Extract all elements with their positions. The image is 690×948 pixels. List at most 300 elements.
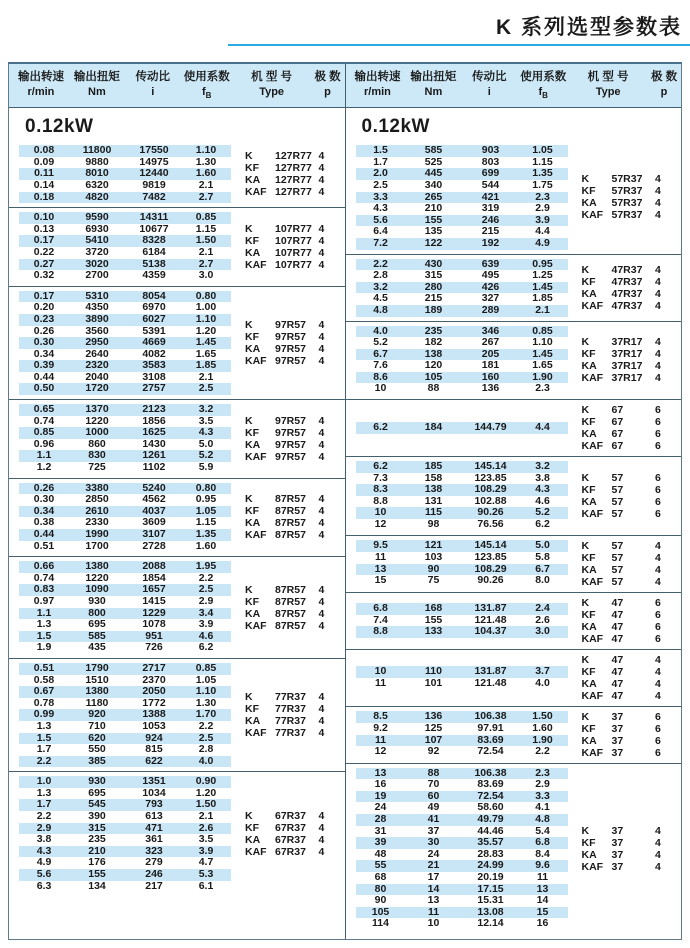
type-code: 67R37 xyxy=(275,810,306,823)
type-prefix: K xyxy=(581,596,590,609)
cell-service-factor: 15 xyxy=(536,905,549,918)
column-header-row xyxy=(346,64,682,108)
table-row xyxy=(19,180,231,192)
cell-output-torque: 445 xyxy=(424,167,443,180)
cell-output-speed: 12 xyxy=(374,745,387,758)
type-code: 97R57 xyxy=(275,438,306,451)
cell-service-factor: 1.35 xyxy=(195,528,217,540)
model-block xyxy=(9,556,345,658)
model-block xyxy=(346,456,682,535)
cell-service-factor: 1.95 xyxy=(195,560,217,573)
cell-output-torque: 435 xyxy=(88,641,106,654)
data-rows xyxy=(356,461,568,531)
type-prefix: K xyxy=(581,824,590,837)
type-poles: 6 xyxy=(655,404,661,417)
cell-output-torque: 110 xyxy=(425,665,442,678)
type-poles: 4 xyxy=(655,348,661,361)
cell-ratio: 145.14 xyxy=(474,539,507,552)
column-header xyxy=(569,70,647,102)
cell-output-torque: 800 xyxy=(88,606,106,619)
model-block xyxy=(346,763,682,934)
cell-output-torque: 189 xyxy=(424,303,443,316)
cell-service-factor: 4.6 xyxy=(535,494,550,507)
cell-output-speed: 0.34 xyxy=(33,347,55,360)
cell-service-factor: 2.8 xyxy=(198,743,214,756)
type-prefix: KAF xyxy=(245,258,267,271)
cell-output-torque: 710 xyxy=(88,719,106,732)
cell-ratio: 136 xyxy=(481,382,500,395)
model-types xyxy=(568,472,682,520)
column-label: 机 型 号 xyxy=(587,71,629,83)
type-prefix: KAF xyxy=(581,372,604,385)
cell-service-factor: 6.7 xyxy=(535,562,550,575)
cell-output-torque: 138 xyxy=(424,347,443,360)
cell-output-torque: 105 xyxy=(424,370,443,383)
cell-service-factor: 1.05 xyxy=(195,673,217,686)
cell-output-speed: 0.74 xyxy=(33,571,55,584)
cell-service-factor: 2.1 xyxy=(535,303,550,316)
type-row xyxy=(582,849,682,861)
cell-output-speed: 0.26 xyxy=(33,481,55,494)
cell-service-factor: 6.2 xyxy=(198,641,214,654)
cell-ratio: 90.26 xyxy=(477,574,504,587)
cell-ratio: 2370 xyxy=(142,673,166,686)
type-prefix: K xyxy=(581,263,590,276)
model-types xyxy=(231,493,345,541)
cell-output-speed: 2.0 xyxy=(373,167,388,180)
cell-ratio: 327 xyxy=(481,292,500,305)
cell-ratio: 1078 xyxy=(142,618,166,631)
table-row xyxy=(19,541,231,553)
table-row xyxy=(19,404,231,416)
cell-ratio: 24.99 xyxy=(477,859,504,872)
cell-ratio: 104.37 xyxy=(474,625,507,638)
cell-output-speed: 4.5 xyxy=(373,292,388,305)
data-rows xyxy=(356,603,568,638)
cell-service-factor: 5.2 xyxy=(198,449,214,462)
table-row xyxy=(19,212,231,224)
type-code: 47R37 xyxy=(611,263,643,276)
type-code: 37 xyxy=(611,746,624,759)
type-code: 37 xyxy=(611,824,624,837)
cell-output-speed: 1.3 xyxy=(36,719,52,732)
cell-ratio: 6970 xyxy=(142,301,166,314)
cell-output-speed: 1.7 xyxy=(36,798,52,811)
column-label: 使用系数 xyxy=(183,71,230,83)
cell-output-torque: 155 xyxy=(88,868,106,881)
cell-output-torque: 158 xyxy=(424,471,443,484)
type-row xyxy=(245,846,345,858)
type-code: 77R37 xyxy=(275,703,306,716)
cell-output-torque: 1380 xyxy=(85,685,109,698)
cell-output-torque: 930 xyxy=(88,594,106,607)
cell-output-speed: 0.32 xyxy=(33,269,55,282)
type-code: 47R37 xyxy=(611,275,643,288)
table-row xyxy=(19,529,231,541)
type-prefix: K xyxy=(245,493,253,506)
cell-output-speed: 114 xyxy=(372,917,389,930)
type-row xyxy=(582,690,682,702)
type-poles: 4 xyxy=(655,299,661,312)
column-unit: Type xyxy=(259,86,285,98)
cell-output-speed: 90 xyxy=(374,894,387,907)
type-row xyxy=(245,355,345,367)
type-prefix: KA xyxy=(581,848,597,861)
cell-output-torque: 830 xyxy=(88,449,106,462)
type-prefix: KAF xyxy=(581,507,604,520)
type-poles: 4 xyxy=(318,354,325,367)
table-row xyxy=(19,721,231,733)
cell-service-factor: 1.10 xyxy=(532,336,553,349)
type-prefix: K xyxy=(581,404,590,417)
cell-service-factor: 8.0 xyxy=(535,574,550,587)
cell-ratio: 10677 xyxy=(139,222,169,235)
cell-output-speed: 7.2 xyxy=(373,236,388,249)
cell-output-torque: 11 xyxy=(427,905,440,918)
cell-ratio: 1856 xyxy=(142,414,166,427)
type-code: 67 xyxy=(611,404,624,417)
type-poles: 4 xyxy=(655,197,661,210)
cell-output-speed: 0.27 xyxy=(33,257,55,270)
type-prefix: K xyxy=(245,150,253,163)
model-block xyxy=(346,399,682,456)
type-row xyxy=(245,247,345,259)
type-poles: 4 xyxy=(655,689,661,702)
column-label: 输出转速 xyxy=(17,71,64,83)
type-prefix: KAF xyxy=(581,209,604,222)
table-row xyxy=(356,678,568,690)
type-poles: 4 xyxy=(655,848,661,861)
type-code: 107R77 xyxy=(275,234,312,247)
cell-output-speed: 0.14 xyxy=(33,178,55,191)
cell-ratio: 1261 xyxy=(142,449,166,462)
cell-ratio: 8054 xyxy=(142,289,166,302)
cell-output-speed: 1.7 xyxy=(36,743,52,756)
column-header xyxy=(181,70,233,102)
type-prefix: KA xyxy=(581,620,597,633)
type-prefix: KAF xyxy=(245,186,267,199)
type-prefix: K xyxy=(245,414,253,427)
model-block xyxy=(346,706,682,763)
cell-ratio: 108.29 xyxy=(474,483,507,496)
cell-ratio: 58.60 xyxy=(477,801,504,814)
cell-output-torque: 315 xyxy=(88,821,106,834)
type-poles: 6 xyxy=(655,722,661,735)
cell-output-speed: 10 xyxy=(374,382,387,395)
model-types xyxy=(568,825,682,873)
cell-output-torque: 550 xyxy=(88,743,106,756)
cell-ratio: 90.26 xyxy=(477,506,504,519)
column-unit: $f_B$ xyxy=(538,86,548,101)
type-poles: 4 xyxy=(655,563,661,576)
model-block xyxy=(346,535,682,592)
table-row xyxy=(356,337,568,349)
type-row xyxy=(245,834,345,846)
cell-output-speed: 0.26 xyxy=(33,324,55,337)
cell-service-factor: 4.0 xyxy=(535,676,550,689)
cell-service-factor: 0.95 xyxy=(532,257,553,270)
type-prefix: KAF xyxy=(245,354,267,367)
type-poles: 4 xyxy=(318,493,325,506)
cell-output-torque: 210 xyxy=(88,844,106,857)
type-poles: 4 xyxy=(655,173,661,186)
cell-service-factor: 1.10 xyxy=(195,685,217,698)
cell-output-torque: 1370 xyxy=(85,403,109,416)
cell-output-torque: 4350 xyxy=(85,301,109,314)
table-row xyxy=(356,519,568,531)
column-label: 传动比 xyxy=(135,71,171,83)
type-code: 37R17 xyxy=(611,348,643,361)
type-code: 67R37 xyxy=(275,834,306,847)
type-row xyxy=(245,584,345,596)
type-poles: 4 xyxy=(318,846,325,859)
model-types xyxy=(568,654,682,702)
cell-output-speed: 10 xyxy=(374,506,387,519)
cell-service-factor: 6.2 xyxy=(535,518,550,531)
cell-output-torque: 155 xyxy=(424,213,443,226)
type-row xyxy=(582,621,682,633)
type-prefix: KA xyxy=(245,246,261,259)
cell-output-torque: 215 xyxy=(424,292,443,305)
cell-ratio: 699 xyxy=(481,167,500,180)
type-prefix: KAF xyxy=(581,440,604,453)
type-code: 87R57 xyxy=(275,529,306,542)
column-unit: r/min xyxy=(27,86,55,98)
cell-ratio: 145.14 xyxy=(474,460,507,473)
cell-ratio: 319 xyxy=(481,202,500,215)
cell-service-factor: 3.8 xyxy=(535,471,550,484)
cell-service-factor: 2.5 xyxy=(198,382,214,395)
type-prefix: K xyxy=(581,539,590,552)
cell-output-torque: 1220 xyxy=(85,414,109,427)
type-poles: 4 xyxy=(318,150,325,163)
cell-output-torque: 136 xyxy=(424,710,443,723)
cell-output-torque: 21 xyxy=(427,859,440,872)
cell-output-speed: 5.2 xyxy=(373,336,388,349)
table-row xyxy=(356,814,568,826)
cell-output-torque: 2640 xyxy=(85,347,109,360)
model-types xyxy=(231,319,345,367)
table-row xyxy=(356,872,568,884)
type-code: 57R37 xyxy=(611,209,643,222)
cell-ratio: 2050 xyxy=(142,685,166,698)
cell-output-torque: 280 xyxy=(424,280,443,293)
cell-ratio: 17.15 xyxy=(477,882,504,895)
cell-output-torque: 115 xyxy=(425,506,442,519)
cell-output-speed: 5.6 xyxy=(373,213,388,226)
cell-ratio: 181 xyxy=(481,359,500,372)
type-row xyxy=(245,620,345,632)
table-row xyxy=(19,192,231,204)
type-prefix: KAF xyxy=(581,746,604,759)
type-code: 47 xyxy=(611,689,624,702)
cell-output-torque: 13 xyxy=(427,894,440,907)
type-poles: 4 xyxy=(655,360,661,373)
cell-service-factor: 1.70 xyxy=(195,708,217,721)
cell-output-torque: 340 xyxy=(424,178,443,191)
page-title: K 系列选型参数表 xyxy=(496,16,682,39)
table-row xyxy=(356,884,568,896)
cell-output-torque: 5410 xyxy=(85,234,109,247)
cell-service-factor: 1.20 xyxy=(195,786,217,799)
cell-service-factor: 4.0 xyxy=(198,754,214,767)
cell-output-torque: 545 xyxy=(88,798,106,811)
table-row xyxy=(19,337,231,349)
model-block xyxy=(9,141,345,207)
model-types xyxy=(231,415,345,463)
type-row xyxy=(582,576,682,588)
cell-output-torque: 1510 xyxy=(85,673,109,686)
type-row xyxy=(582,348,682,360)
data-rows xyxy=(356,711,568,757)
type-row xyxy=(582,597,682,609)
column-header xyxy=(125,70,181,102)
type-prefix: KA xyxy=(245,517,261,530)
cell-output-torque: 1990 xyxy=(85,528,109,540)
table-row xyxy=(19,270,231,282)
cell-service-factor: 16 xyxy=(536,917,549,930)
cell-service-factor: 1.30 xyxy=(195,696,217,709)
type-poles: 4 xyxy=(655,372,661,385)
type-poles: 4 xyxy=(318,607,325,620)
data-rows xyxy=(19,561,231,654)
cell-output-speed: 7.4 xyxy=(373,613,388,626)
column-header xyxy=(517,70,569,102)
column-header xyxy=(350,70,406,102)
cell-service-factor: 4.3 xyxy=(198,426,214,439)
cell-service-factor: 0.80 xyxy=(195,289,217,302)
cell-output-speed: 9.5 xyxy=(373,539,388,552)
data-rows xyxy=(356,259,568,317)
type-prefix: KF xyxy=(581,483,596,496)
cell-output-torque: 5310 xyxy=(85,289,109,302)
cell-ratio: 3583 xyxy=(142,359,166,372)
cell-ratio: 924 xyxy=(145,731,163,744)
cell-output-speed: 0.23 xyxy=(33,312,55,325)
type-poles: 4 xyxy=(318,162,325,175)
cell-ratio: 83.69 xyxy=(477,733,504,746)
column-unit: p xyxy=(324,86,331,98)
cell-output-speed: 0.34 xyxy=(33,504,55,517)
cell-service-factor: 8.4 xyxy=(535,847,550,860)
type-prefix: KA xyxy=(581,287,597,300)
cell-output-torque: 182 xyxy=(424,336,443,349)
type-code: 87R57 xyxy=(275,583,306,596)
data-rows xyxy=(356,666,568,689)
type-code: 57 xyxy=(611,539,624,552)
model-types xyxy=(231,810,345,858)
cell-service-factor: 0.95 xyxy=(195,493,217,506)
type-code: 37 xyxy=(611,722,624,735)
cell-ratio: 76.56 xyxy=(477,518,504,531)
table-row xyxy=(356,723,568,735)
cell-ratio: 246 xyxy=(481,213,500,226)
type-prefix: KF xyxy=(245,162,259,175)
data-rows xyxy=(19,291,231,395)
type-row xyxy=(245,415,345,427)
cell-ratio: 2717 xyxy=(142,661,166,674)
cell-output-speed: 6.7 xyxy=(373,347,388,360)
type-row xyxy=(582,484,682,496)
cell-output-torque: 135 xyxy=(424,225,443,238)
type-code: 97R57 xyxy=(275,354,306,367)
type-code: 37 xyxy=(611,836,624,849)
column-label: 输出扭矩 xyxy=(73,71,120,83)
column-label: 传动比 xyxy=(472,71,507,83)
type-prefix: KF xyxy=(581,185,596,198)
type-poles: 6 xyxy=(655,440,661,453)
type-row xyxy=(582,654,682,666)
cell-service-factor: 5.0 xyxy=(535,539,550,552)
cell-service-factor: 2.9 xyxy=(535,202,550,215)
type-row xyxy=(582,837,682,849)
table-row xyxy=(19,642,231,654)
cell-ratio: 106.38 xyxy=(474,766,507,779)
cell-output-speed: 1.9 xyxy=(36,641,52,654)
cell-output-torque: 2330 xyxy=(85,516,109,529)
column-unit: r/min xyxy=(364,86,391,98)
model-types xyxy=(231,223,345,271)
cell-output-speed: 0.13 xyxy=(33,222,55,235)
model-types xyxy=(568,336,682,384)
cell-ratio: 44.46 xyxy=(477,824,504,837)
type-row xyxy=(582,735,682,747)
type-row xyxy=(245,691,345,703)
type-poles: 4 xyxy=(655,677,661,690)
type-row xyxy=(245,703,345,715)
cell-ratio: 14311 xyxy=(139,211,169,224)
column-header xyxy=(461,70,517,102)
type-code: 67 xyxy=(611,440,624,453)
cell-ratio: 28.83 xyxy=(477,847,504,860)
cell-output-torque: 1180 xyxy=(85,696,109,709)
column-label: 极 数 xyxy=(650,71,678,83)
type-row xyxy=(582,440,682,452)
column-header xyxy=(405,70,461,102)
type-code: 47 xyxy=(611,677,624,690)
cell-ratio: 83.69 xyxy=(477,778,504,791)
type-row xyxy=(245,810,345,822)
type-poles: 6 xyxy=(655,507,661,520)
cell-output-torque: 385 xyxy=(88,754,106,767)
cell-output-speed: 4.0 xyxy=(373,324,388,337)
type-code: 37R17 xyxy=(611,360,643,373)
cell-output-torque: 121 xyxy=(424,539,443,552)
cell-output-torque: 11800 xyxy=(82,144,112,157)
type-row xyxy=(582,496,682,508)
type-code: 47 xyxy=(611,632,624,645)
table-row xyxy=(356,895,568,907)
type-poles: 4 xyxy=(318,691,325,704)
cell-output-speed: 1.5 xyxy=(373,144,388,157)
cell-service-factor: 0.85 xyxy=(195,211,217,224)
cell-ratio: 123.85 xyxy=(474,471,507,484)
type-code: 37R17 xyxy=(611,372,643,385)
type-prefix: K xyxy=(581,471,590,484)
type-code: 77R37 xyxy=(275,727,306,740)
type-prefix: KA xyxy=(581,495,597,508)
type-poles: 4 xyxy=(318,234,325,247)
type-prefix: KAF xyxy=(581,632,604,645)
type-prefix: KF xyxy=(581,722,596,735)
cell-output-speed: 6.4 xyxy=(373,225,388,238)
type-row xyxy=(245,608,345,620)
cell-output-speed: 0.58 xyxy=(33,673,55,686)
type-poles: 4 xyxy=(318,822,325,835)
type-poles: 4 xyxy=(318,619,325,632)
type-prefix: K xyxy=(581,336,590,349)
cell-service-factor: 1.30 xyxy=(195,155,217,168)
